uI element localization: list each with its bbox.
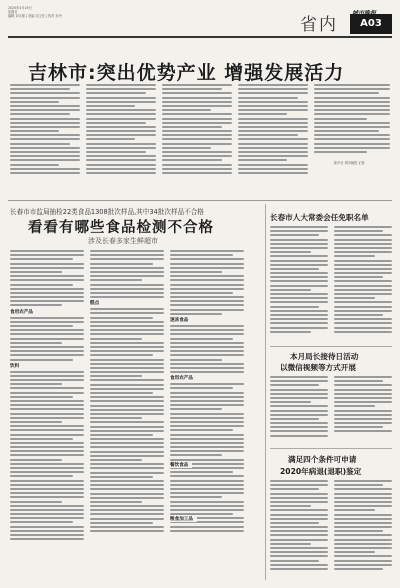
masthead-editors: 编辑 刘永强 | 美编 宋卫东 | 校对 孙丹 xyxy=(8,14,62,18)
sidebar-article2-col-b xyxy=(334,376,392,446)
sidebar-article1-col-b xyxy=(334,226,392,344)
subhead-agri-2: 食用农产品 xyxy=(170,376,193,382)
top-story-col-1 xyxy=(10,84,80,189)
top-story-byline: 新华社 城市晚报 记者 xyxy=(334,161,365,165)
section-divider xyxy=(8,200,392,201)
sidebar-divider xyxy=(265,204,266,580)
subhead-agri: 食用农产品 xyxy=(10,309,33,315)
top-story-col-2 xyxy=(86,84,156,189)
story2-title: 看看有哪些食品检测不合格 xyxy=(28,220,214,236)
sidebar-article1-title: 长春市人大常委会任免职名单 xyxy=(270,213,369,222)
top-story-col-4 xyxy=(238,84,308,189)
sidebar-article2-title-2: 以微信视频等方式开展 xyxy=(280,363,356,372)
sidebar-article3-title-1: 满足四个条件可申请 xyxy=(288,455,357,464)
subhead-grain: 粮食加工品 xyxy=(170,516,197,522)
story2-subtitle: 涉及长春多家生鲜超市 xyxy=(88,237,158,245)
sidebar-article2-title-1: 本月局长接待日活动 xyxy=(290,352,359,361)
sidebar-article3-title-2: 2020年病退(退职)鉴定 xyxy=(280,467,362,476)
subhead-drinks: 饮料 xyxy=(10,363,20,369)
subhead-frozen: 速冻食品 xyxy=(170,318,189,323)
story2-col-1 xyxy=(10,250,84,580)
sidebar-article1-col-a xyxy=(270,226,328,344)
masthead-rule xyxy=(8,36,392,38)
subhead-catering: 餐饮食品 xyxy=(170,462,192,468)
headline: 吉林市:突出优势产业 增强发展活力 xyxy=(28,62,345,84)
story2-col-3 xyxy=(170,250,244,580)
sidebar-article3-col-a xyxy=(270,480,328,580)
top-story-col-5 xyxy=(314,84,390,189)
top-story-col-3 xyxy=(162,84,232,189)
sidebar-article3-col-b xyxy=(334,480,392,580)
masthead-date: 2020年4月19日 xyxy=(8,6,32,10)
sidebar-rule-1 xyxy=(270,346,392,347)
page-number: A03 xyxy=(350,14,392,34)
story2-col-2 xyxy=(90,250,164,580)
masthead-weekday: 星期日 xyxy=(8,10,18,14)
sidebar-article2-col-a xyxy=(270,376,328,446)
story2-kicker: 长春市市监局抽检22类食品1308批次样品,其中34批次样品不合格 xyxy=(10,208,204,216)
sidebar-rule-2 xyxy=(270,448,392,449)
subhead-pastry: 糕点 xyxy=(90,301,100,307)
story2-col-4-lines xyxy=(250,250,262,580)
section-label: 省内 xyxy=(300,15,338,35)
